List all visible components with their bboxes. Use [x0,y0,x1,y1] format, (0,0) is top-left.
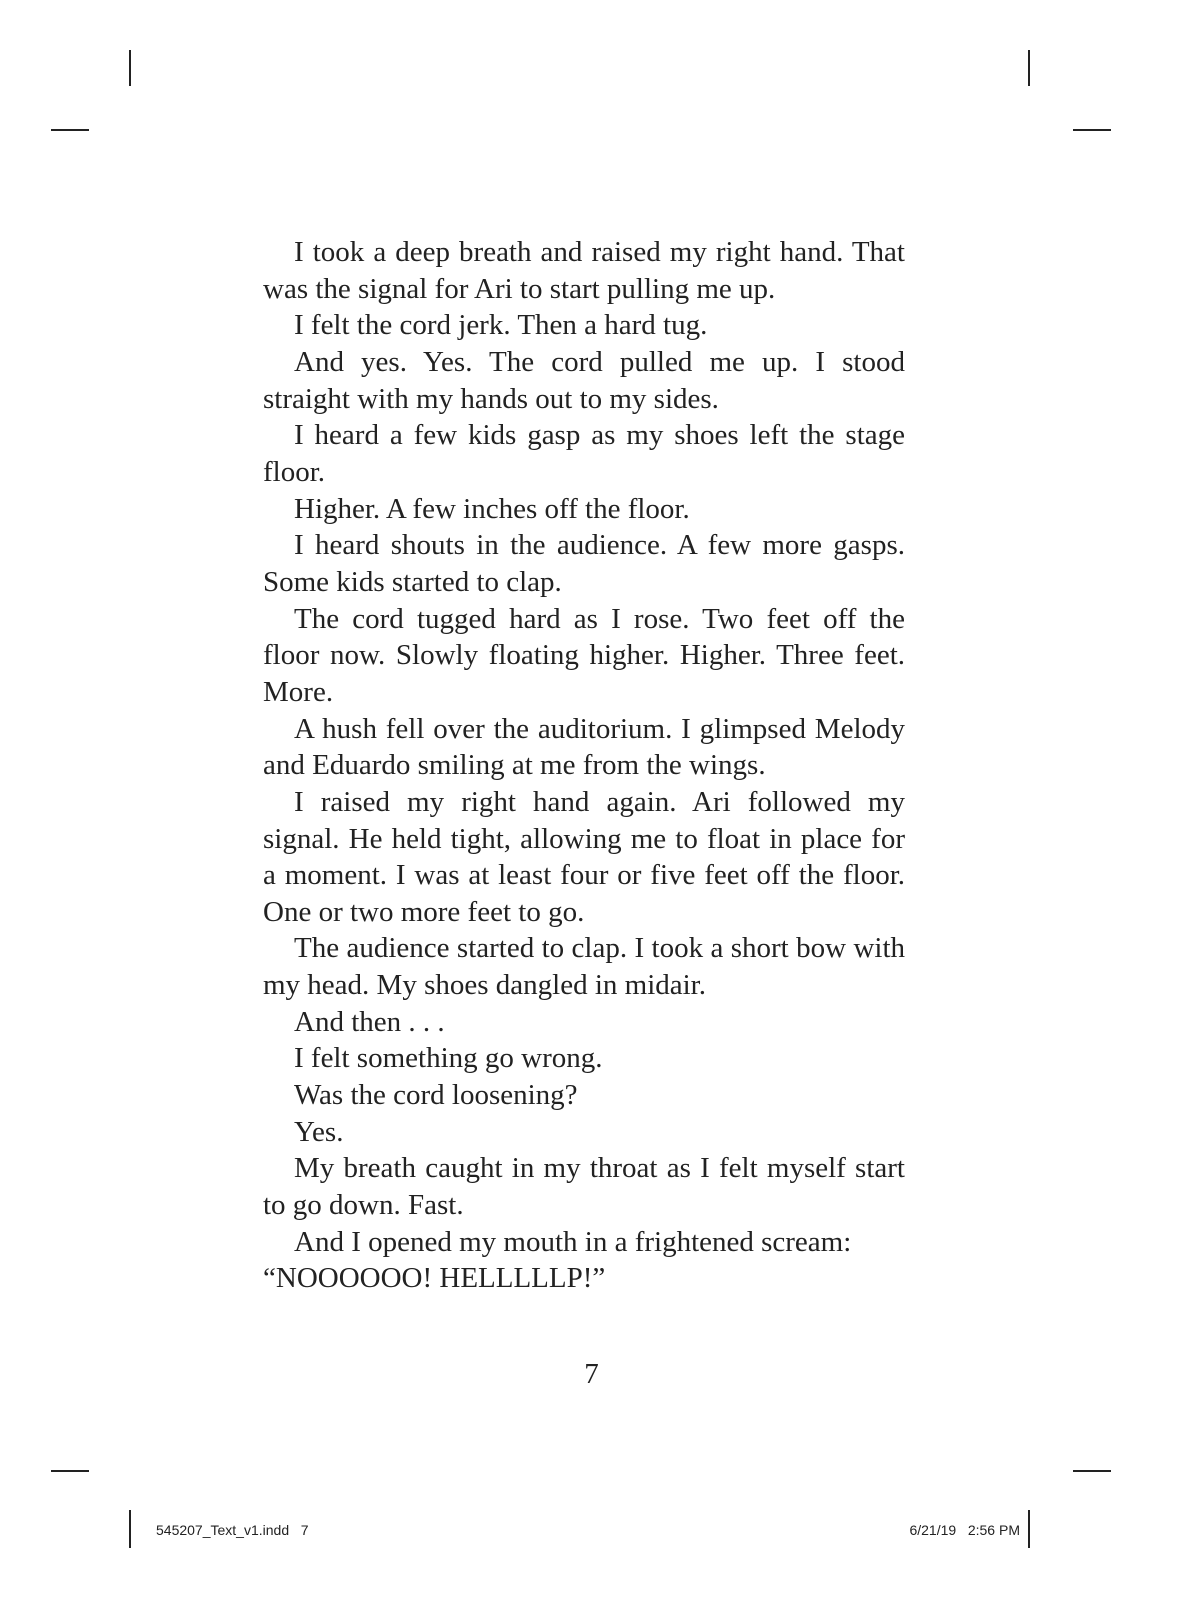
crop-mark-right-upper [1073,129,1111,131]
paragraph: A hush fell over the auditorium. I glimpsed Melody and Eduardo smiling at me from the wings. [263,712,905,782]
crop-mark-top-left [129,50,131,86]
paragraph: I took a deep breath and raised my right hand. That was the signal for Ari to start pulling me up. [263,236,905,305]
crop-mark-left-lower [51,1470,89,1472]
paragraph: I heard shouts in the audience. A few more gasps. Some kids started to clap. [263,529,905,598]
slug-datetime: 6/21/19 2:56 PM [909,1522,1020,1538]
paragraph: And then . . . [294,1005,445,1038]
paragraph: I felt something go wrong. [294,1042,603,1075]
paragraph: I raised my right hand again. Ari followed my signal. He held tight, allowing me to float in place for a moment. I was at least four or five feet off the floor. One or two more feet to go. [263,785,905,928]
crop-mark-top-right [1028,50,1030,86]
paragraph: Higher. A few inches off the floor. [294,492,690,525]
paragraph: My breath caught in my throat as I felt myself start to go down. Fast. [263,1152,905,1222]
paragraph: And yes. Yes. The cord pulled me up. I stood straight with my hands out to my sides. [263,345,905,415]
crop-mark-left-upper [51,129,89,131]
paragraph: And I opened my mouth in a frightened scream: “NOOOOOO! HELLLLLP!” [263,1225,852,1295]
paragraph: Yes. [294,1115,344,1148]
crop-mark-right-lower [1073,1470,1111,1472]
paragraph: I felt the cord jerk. Then a hard tug. [294,309,708,342]
paragraph: Was the cord loosening? [294,1079,578,1112]
paragraph: The audience started to clap. I took a short bow with my head. My shoes dangled in midair. [263,932,905,1002]
paragraph: I heard a few kids gasp as my shoes left the stage floor. [263,419,905,488]
page-number: 7 [584,1358,599,1390]
crop-mark-bottom-right [1028,1510,1030,1548]
body-text [263,234,905,1297]
slug-filename: 545207_Text_v1.indd 7 [156,1522,309,1538]
paragraph: The cord tugged hard as I rose. Two feet off the floor now. Slowly floating higher. Higher. Three feet. More. [263,602,905,708]
crop-mark-bottom-left [129,1510,131,1548]
